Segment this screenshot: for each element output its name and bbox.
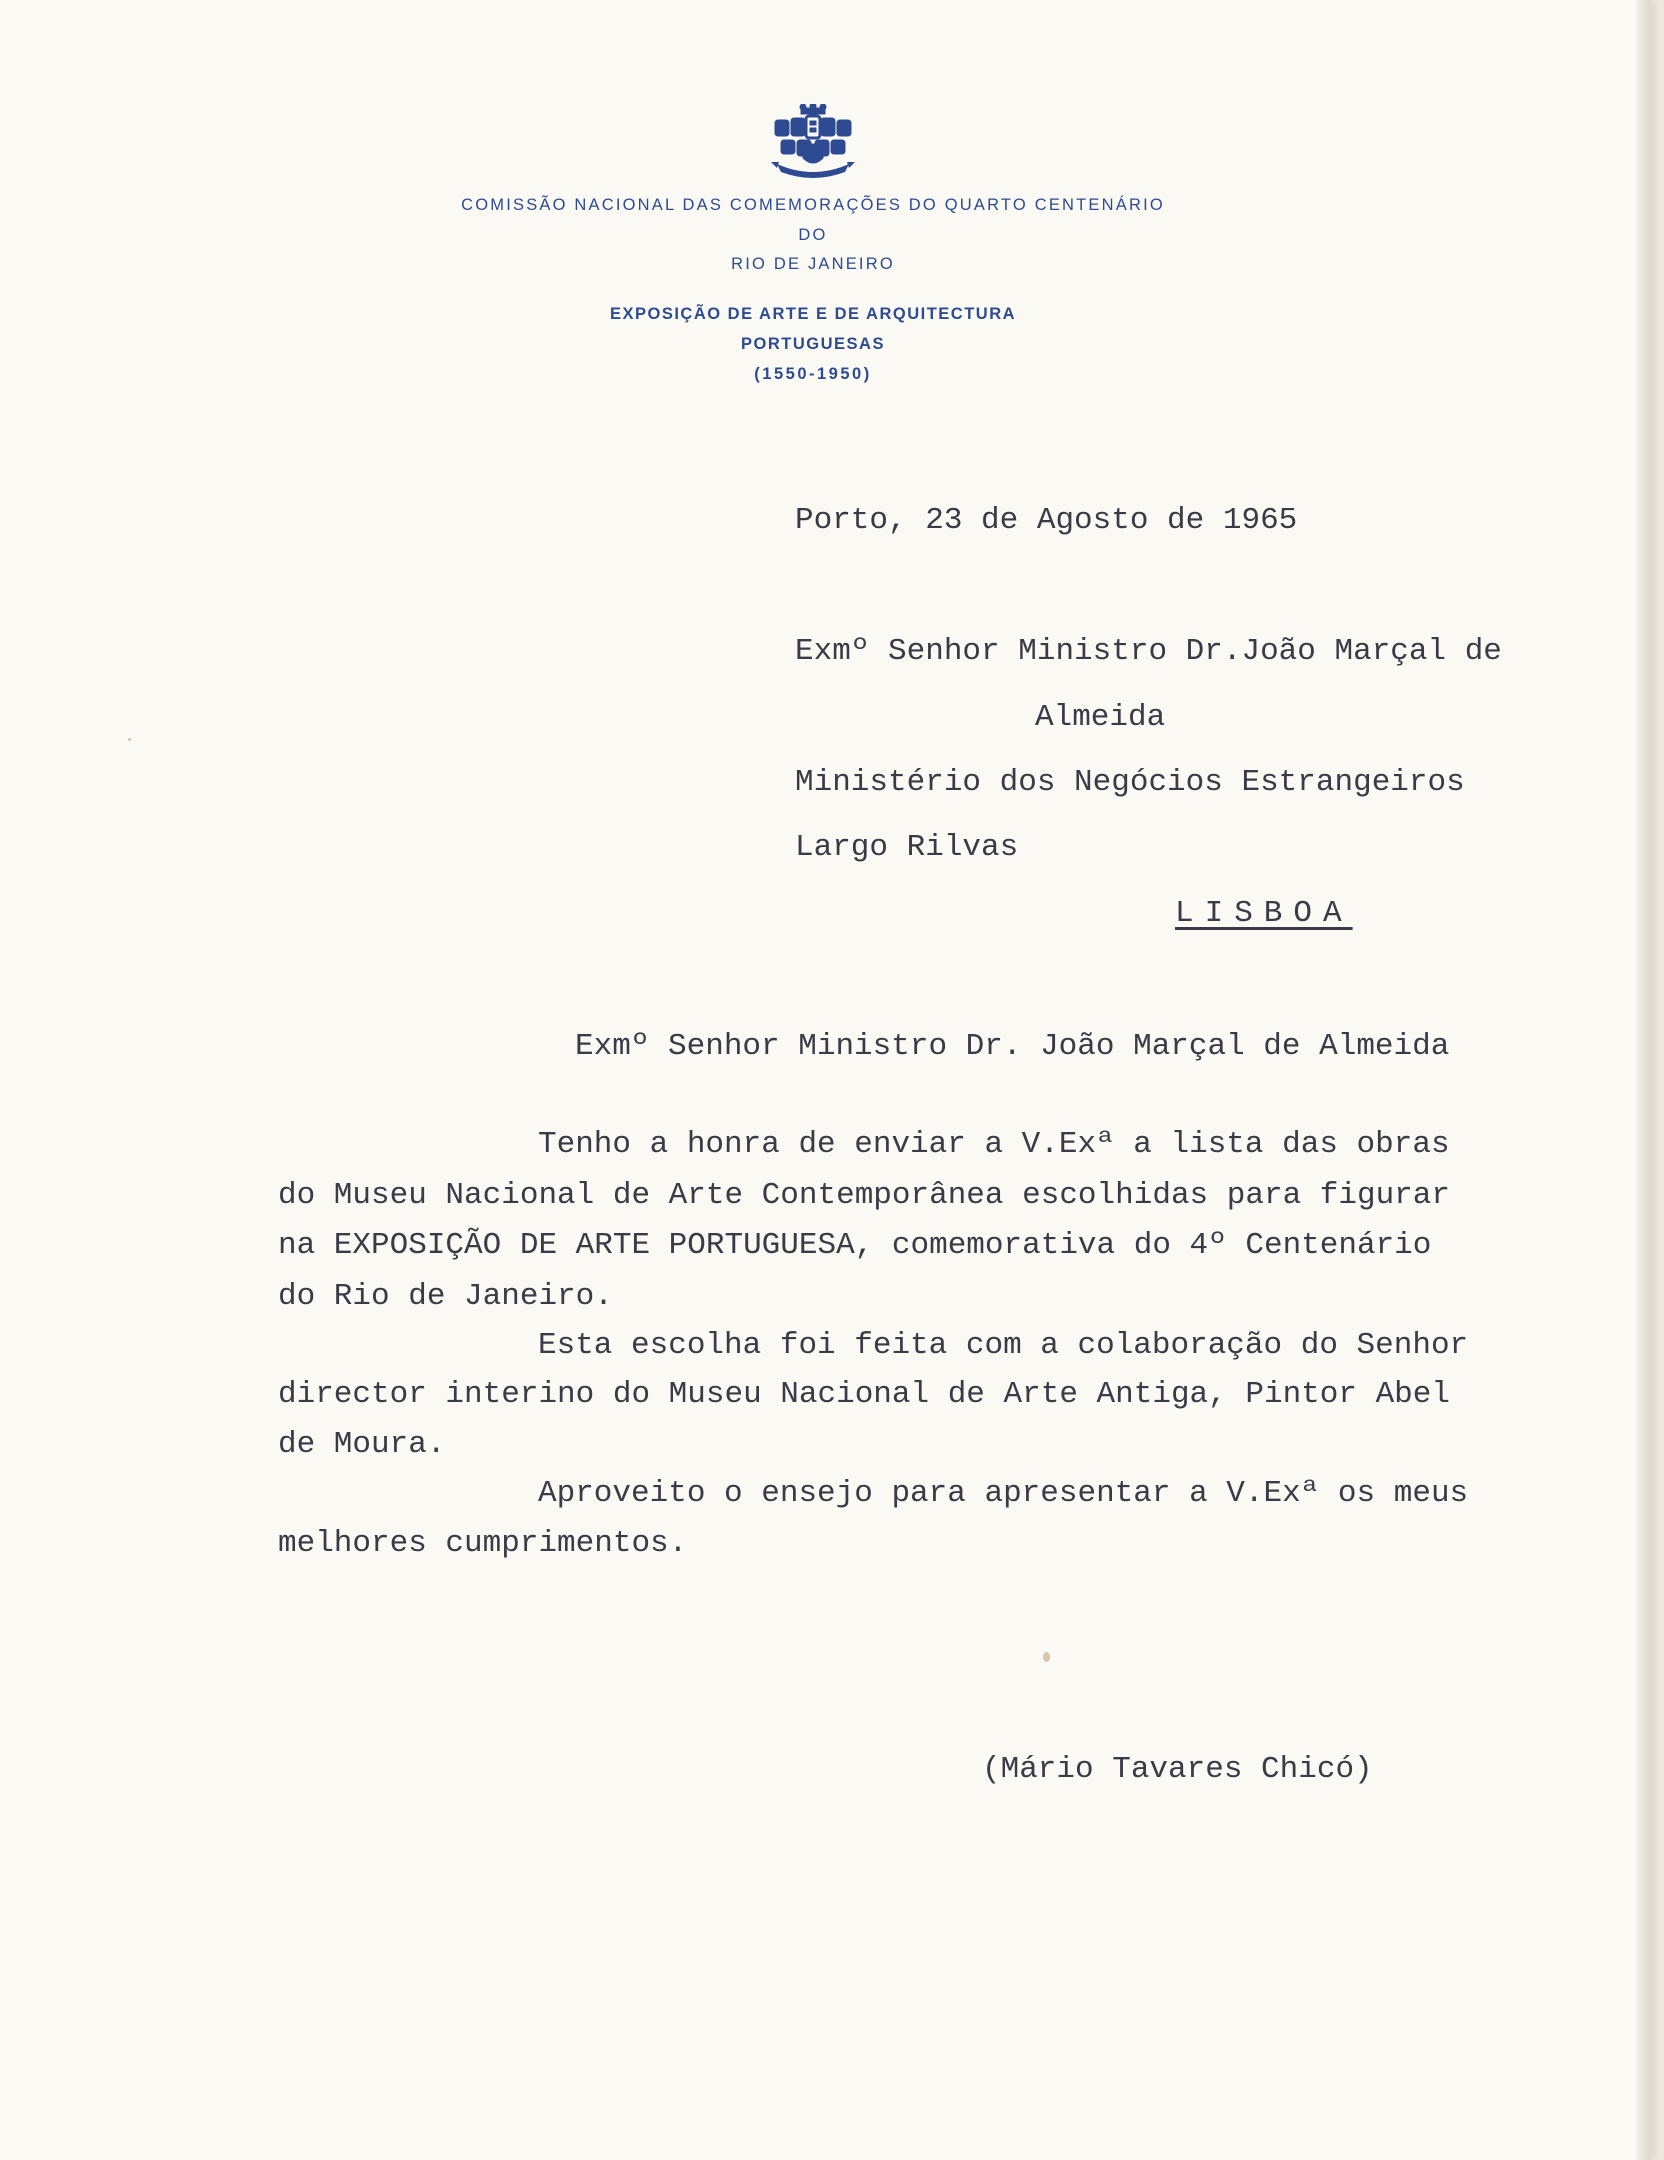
letter-date: Porto, 23 de Agosto de 1965: [795, 503, 1298, 538]
address-line-2: Almeida: [1035, 700, 1166, 735]
body-line: de Moura.: [278, 1427, 446, 1462]
body-line: director interino do Museu Nacional de Arte Antiga, Pintor Abel: [278, 1377, 1450, 1412]
body-line: Tenho a honra de enviar a V.Exª a lista das obras: [538, 1127, 1450, 1162]
body-line: Aproveito o ensejo para apresentar a V.Exª os meus: [538, 1476, 1469, 1511]
address-city: LISBOA: [1175, 896, 1353, 931]
paper-speck: [128, 738, 131, 741]
paper-speck: [1043, 1652, 1050, 1662]
body-line: do Museu Nacional de Arte Contemporânea escolhidas para figurar: [278, 1178, 1450, 1213]
salutation: Exmº Senhor Ministro Dr. João Marçal de Almeida: [575, 1029, 1450, 1064]
signature-name: (Mário Tavares Chicó): [982, 1752, 1373, 1787]
paper-edge: [1636, 0, 1650, 2160]
letterhead-years: (1550-1950): [754, 365, 872, 383]
body-line: melhores cumprimentos.: [278, 1526, 688, 1561]
body-line: Esta escolha foi feita com a colaboração do Senhor: [538, 1328, 1469, 1363]
body-line: do Rio de Janeiro.: [278, 1279, 613, 1314]
address-line-1: Exmº Senhor Ministro Dr.João Marçal de: [795, 634, 1502, 669]
letterhead-city: RIO DE JANEIRO: [731, 255, 895, 273]
letterhead-commission-title: COMISSÃO NACIONAL DAS COMEMORAÇÕES DO QUARTO CENTENÁRIO: [461, 196, 1165, 214]
body-line: na EXPOSIÇÃO DE ARTE PORTUGUESA, comemorativa do 4º Centenário: [278, 1228, 1432, 1263]
coat-of-arms-emblem: [767, 104, 859, 182]
address-line-4: Largo Rilvas: [795, 830, 1019, 865]
letterhead-exhibition-title: EXPOSIÇÃO DE ARTE E DE ARQUITECTURA: [609, 305, 1017, 323]
letterhead-do: DO: [798, 226, 828, 244]
address-line-3: Ministério dos Negócios Estrangeiros: [795, 765, 1465, 800]
letterhead-exhibition-subtitle: PORTUGUESAS: [741, 335, 885, 353]
